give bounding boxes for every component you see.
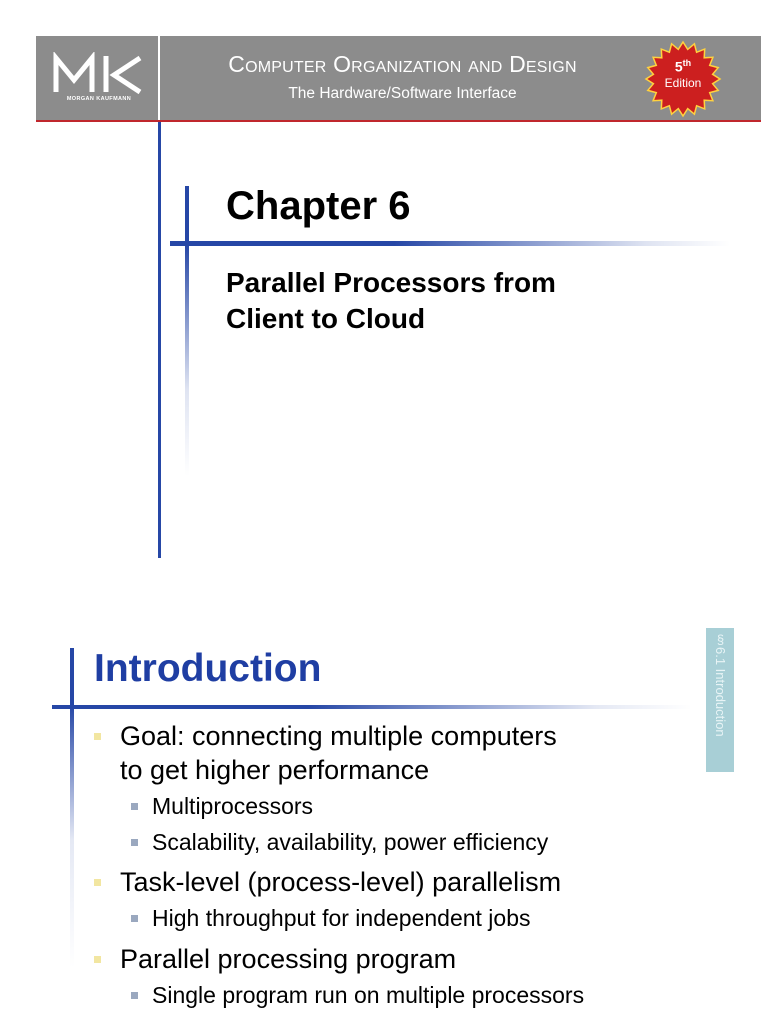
bullet-square-icon xyxy=(94,879,101,886)
intro-vertical-accent xyxy=(70,648,74,968)
section-tab xyxy=(706,628,734,772)
mk-logo xyxy=(52,52,146,112)
sub-bullet-text: Single program run on multiple processors xyxy=(152,982,585,1008)
sub-bullet-text: Scalability, availability, power efficiency xyxy=(152,829,549,855)
bullet-text: Parallel processing program xyxy=(120,944,457,974)
vertical-accent-line xyxy=(158,122,161,558)
edition-number-suffix: th xyxy=(682,58,692,68)
book-subtitle: The Hardware/Software Interface xyxy=(288,85,517,102)
edition-number-value: 5 xyxy=(674,58,683,75)
sub-bullet-square-icon xyxy=(131,839,138,846)
sub-bullet-square-icon xyxy=(131,803,138,810)
logo-divider xyxy=(158,36,160,120)
chapter-subtitle xyxy=(226,265,556,337)
chapter-subtitle-line: Parallel Processors from xyxy=(226,267,556,298)
sub-bullet-text: Multiprocessors xyxy=(152,793,314,819)
chapter-title: Chapter 6 xyxy=(226,184,411,228)
title-horizontal-accent xyxy=(170,241,730,246)
sub-bullet-square-icon xyxy=(131,915,138,922)
header-rule xyxy=(36,120,761,122)
title-vertical-accent xyxy=(185,186,189,476)
intro-horizontal-accent xyxy=(52,705,692,709)
sub-bullet-text: High throughput for independent jobs xyxy=(152,905,531,931)
bullet-text: to get higher performance xyxy=(120,755,430,785)
slide-title: Introduction xyxy=(94,647,322,690)
sub-bullet-square-icon xyxy=(131,992,138,999)
publisher-name: MORGAN KAUFMANN xyxy=(66,96,132,102)
section-tab-label: §6.1 Introduction xyxy=(713,632,728,737)
book-title: Computer Organization and Design xyxy=(228,51,577,77)
bullet-text: Goal: connecting multiple computers xyxy=(120,721,557,751)
bullet-square-icon xyxy=(94,733,101,740)
chapter-subtitle-line: Client to Cloud xyxy=(226,303,426,334)
bullet-square-icon xyxy=(94,956,101,963)
edition-label: Edition xyxy=(664,76,702,90)
bullet-text: Task-level (process-level) parallelism xyxy=(120,867,562,897)
edition-number xyxy=(644,58,722,75)
